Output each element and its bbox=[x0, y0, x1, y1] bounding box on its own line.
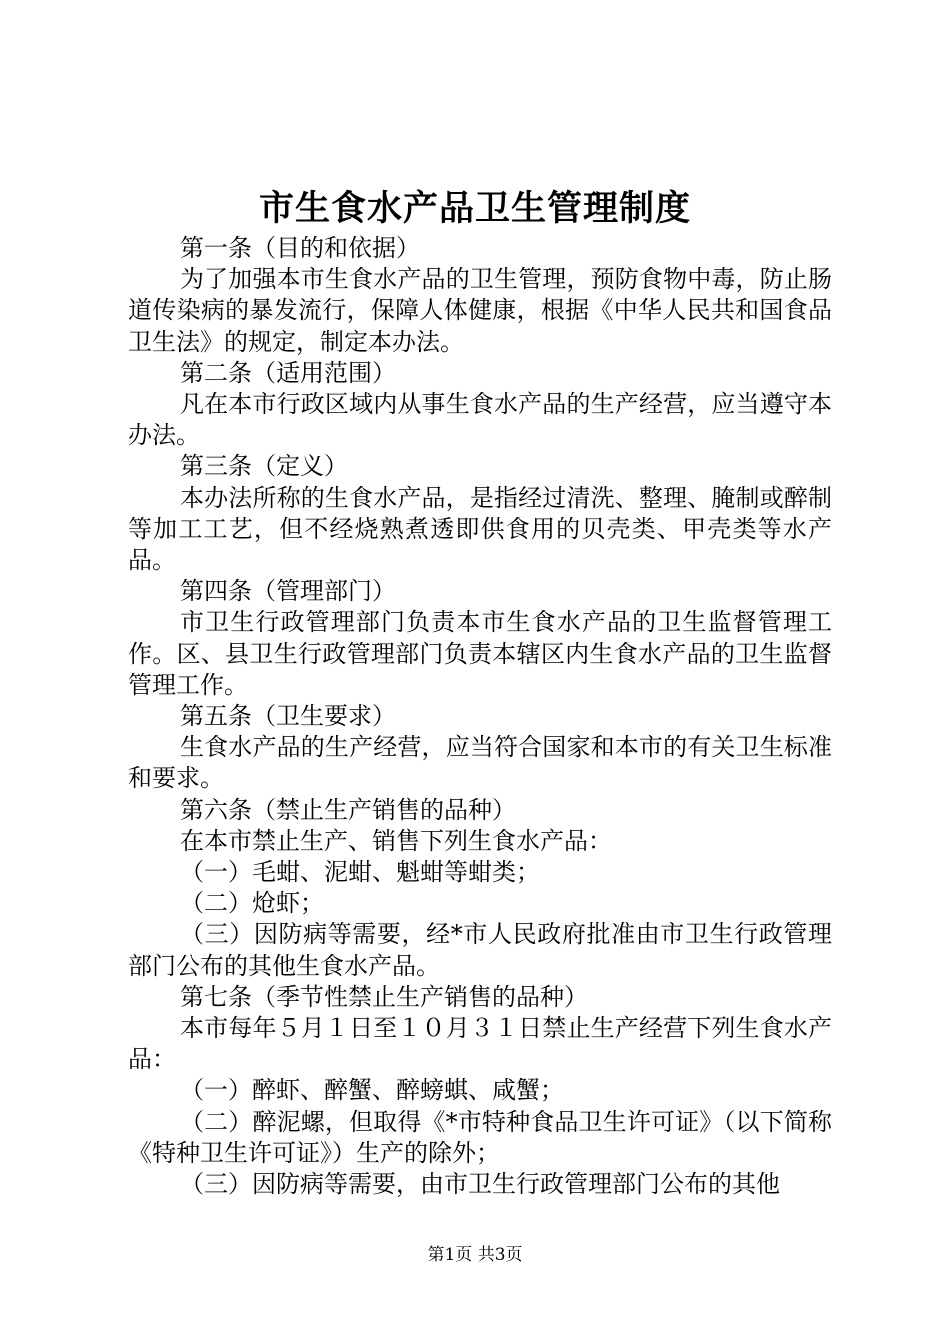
list-item: （一）醉虾、醉蟹、醉螃蜞、咸蟹； bbox=[180, 1076, 564, 1105]
article-heading: 第六条（禁止生产销售的品种） bbox=[180, 795, 516, 824]
list-item: （二）醉泥螺，但取得《*市特种食品卫生许可证》（以下简称《特种卫生许可证》）生产的除外； bbox=[128, 1107, 832, 1167]
article-heading: 第四条（管理部门） bbox=[180, 577, 396, 606]
article-heading: 第二条（适用范围） bbox=[180, 358, 396, 387]
document-body bbox=[128, 233, 832, 1200]
article-text: 在本市禁止生产、销售下列生食水产品： bbox=[180, 826, 612, 855]
article-heading: 第五条（卫生要求） bbox=[180, 702, 396, 731]
article-heading: 第七条（季节性禁止生产销售的品种） bbox=[180, 982, 588, 1011]
list-item: （三）因防病等需要，由市卫生行政管理部门公布的其他 bbox=[180, 1170, 780, 1199]
list-item: （二）炝虾； bbox=[180, 889, 324, 918]
article-text: 生食水产品的生产经营，应当符合国家和本市的有关卫生标准和要求。 bbox=[128, 733, 832, 793]
article-heading: 第三条（定义） bbox=[180, 452, 348, 481]
page-footer: 第1页 共3页 bbox=[427, 1245, 523, 1265]
article-heading: 第一条（目的和依据） bbox=[180, 234, 420, 262]
list-item: （三）因防病等需要，经*市人民政府批准由市卫生行政管理部门公布的其他生食水产品。 bbox=[128, 920, 832, 980]
article-text: 凡在本市行政区域内从事生食水产品的生产经营，应当遵守本办法。 bbox=[128, 390, 832, 450]
document-title: 市生食水产品卫生管理制度 bbox=[258, 188, 691, 229]
list-item: （一）毛蚶、泥蚶、魁蚶等蚶类； bbox=[180, 858, 540, 887]
article-text: 为了加强本市生食水产品的卫生管理，预防食物中毒，防止肠道传染病的暴发流行，保障人体健康，根据《中华人民共和国食品卫生法》的规定，制定本办法。 bbox=[128, 265, 832, 356]
article-text: 市卫生行政管理部门负责本市生食水产品的卫生监督管理工作。区、县卫生行政管理部门负责本辖区内生食水产品的卫生监督管理工作。 bbox=[128, 608, 832, 699]
article-text: 本办法所称的生食水产品，是指经过清洗、整理、腌制或醉制等加工工艺，但不经烧熟煮透即供食用的贝壳类、甲壳类等水产品。 bbox=[128, 483, 832, 575]
article-text: 本市每年５月１日至１０月３１日禁止生产经营下列生食水产品： bbox=[128, 1014, 832, 1074]
